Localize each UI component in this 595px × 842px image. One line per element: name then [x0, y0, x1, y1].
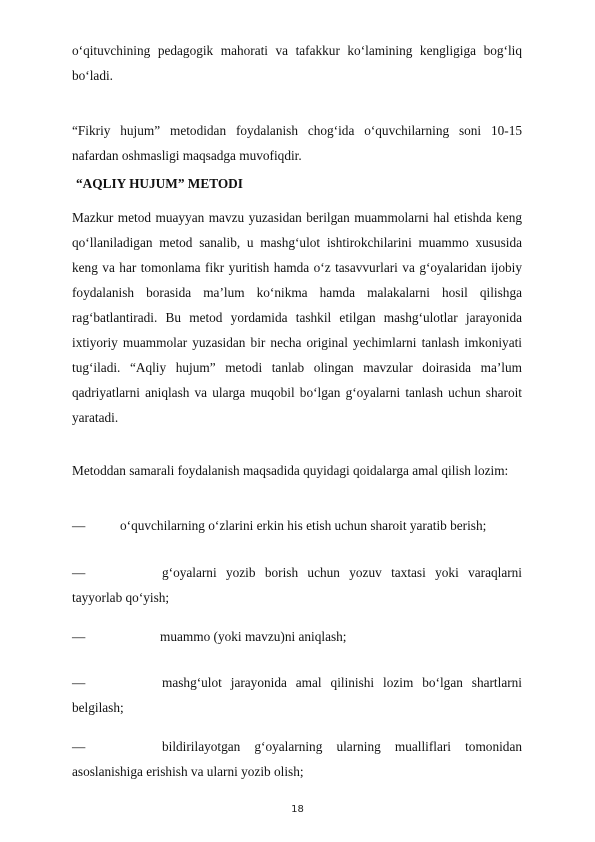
list-item-text: mashg‘ulot jarayonida amal qilinishi lozim bo‘lgan shartlarni belgilash;	[72, 675, 522, 715]
bullet-dash: —	[72, 629, 86, 644]
paragraph-intro: o‘qituvchining pedagogik mahorati va tafakkur ko‘lamining kengligiga bog‘liq bo‘ladi.	[72, 43, 522, 83]
list-item-text: o‘quvchilarning o‘zlarini erkin his etish uchun sharoit yaratib berish;	[120, 518, 487, 533]
list-item-text: muammo (yoki mavzu)ni aniqlash;	[160, 629, 347, 644]
bullet-dash: —	[72, 739, 86, 754]
list-item-text: g‘oyalarni yozib borish uchun yozuv taxtasi yoki varaqlarni tayyorlab qo‘yish;	[72, 565, 522, 605]
section-heading: “AQLIY HUJUM” METODI	[76, 176, 243, 191]
list-item-text: bildirilayotgan g‘oyalarning ularning mualliflari tomonidan asoslanishiga erishish va ularni yozib olish;	[72, 739, 522, 779]
page-number: 18	[291, 804, 304, 815]
bullet-dash: —	[72, 565, 86, 580]
paragraph-method-description: Mazkur metod muayyan mavzu yuzasidan berilgan muammolarni hal etishda keng qo‘llaniladigan metod sanalib, u mashg‘ulot ishtirokchilarini muammo xususida keng va har tomonlama fikr yuritish hamda o‘z tasavvurlari va g‘oyalaridan ijobiy foydalanish borasida ma’lum ko‘nikma hamda malakalarni hosil qilishga rag‘batlantiradi. Bu metod yordamida tashkil etilgan mashg‘ulotlar jarayonida ixtiyoriy muammolar yuzasidan bir necha original yechimlarni tanlash imkoniyati tug‘iladi. “Aqliy hujum” metodi tanlab olingan mavzular doirasida ma’lum qadriyatlarni aniqlash va ularga muqobil bo‘lgan g‘oyalarni tanlash uchun sharoit yaratadi.	[72, 210, 522, 425]
bullet-dash: —	[72, 675, 86, 690]
bullet-dash: —	[72, 518, 86, 533]
paragraph-rules-intro: Metoddan samarali foydalanish maqsadida quyidagi qoidalarga amal qilish lozim:	[72, 463, 509, 478]
paragraph-fikriy-hujum: “Fikriy hujum” metodidan foydalanish chog‘ida o‘quvchilarning soni 10-15 nafardan oshmasligi maqsadga muvofiqdir.	[72, 123, 522, 163]
list-item	[72, 670, 522, 720]
list-item	[72, 624, 522, 649]
list-item	[72, 513, 522, 538]
list-item	[72, 734, 522, 784]
list-item	[72, 560, 522, 610]
